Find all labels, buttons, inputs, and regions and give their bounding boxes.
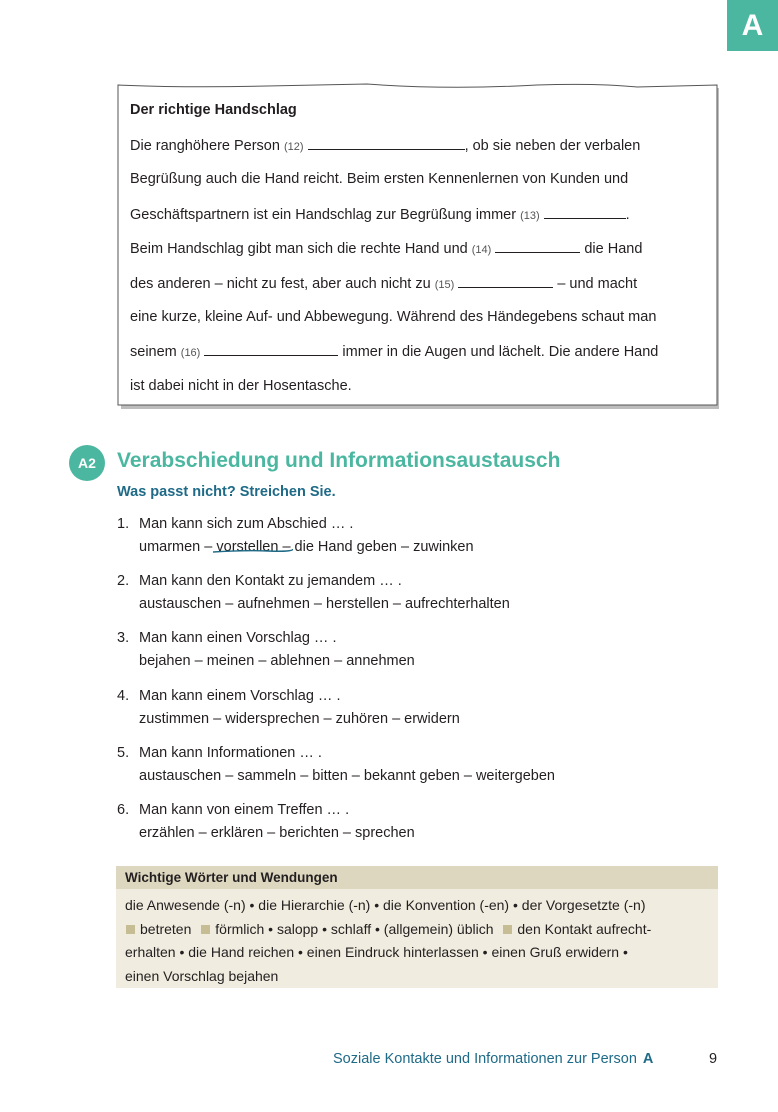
exercise-prompt: Man kann sich zum Abschied … . bbox=[139, 516, 354, 532]
excerpt-title: Der richtige Handschlag bbox=[130, 102, 297, 118]
gap-blank-15[interactable] bbox=[458, 273, 553, 288]
exercise-options[interactable]: zustimmen – widersprechen – zuhören – erwidern bbox=[139, 710, 460, 727]
vocabulary-line: erhalten • die Hand reichen • einen Eindruck hinterlassen • einen Gruß erwidern • bbox=[125, 944, 628, 960]
footer-letter: A bbox=[642, 1051, 654, 1067]
excerpt-line: eine kurze, kleine Auf- und Abbewegung. Während des Händegebens schaut man bbox=[130, 308, 657, 325]
text-excerpt-box bbox=[117, 82, 720, 410]
footer-chapter: Soziale Kontakte und Informationen zur Person A bbox=[333, 1051, 654, 1067]
vocabulary-heading: Wichtige Wörter und Wendungen bbox=[116, 866, 718, 889]
exercise-item: 2. Man kann den Kontakt zu jemandem … . austauschen – aufnehmen – herstellen – aufrechterhalten bbox=[117, 570, 717, 627]
gap-number: (16) bbox=[180, 347, 201, 360]
vocabulary-line: betreten förmlich • salopp • schlaff • (allgemein) üblich den Kontakt aufrecht- bbox=[125, 918, 709, 942]
exercise-prompt: Man kann den Kontakt zu jemandem … . bbox=[139, 573, 402, 590]
section-badge: A2 bbox=[69, 445, 105, 481]
vocabulary-line: die Anwesende (-n) • die Hierarchie (-n) • die Konvention (-en) • der Vorgesetzte (-n) bbox=[125, 897, 646, 913]
gap-blank-14[interactable] bbox=[495, 238, 580, 253]
gap-blank-12[interactable] bbox=[308, 135, 465, 150]
chapter-tab: A bbox=[727, 0, 778, 51]
gap-number: (14) bbox=[471, 244, 492, 257]
vocabulary-box bbox=[116, 866, 718, 988]
gap-blank-13[interactable] bbox=[544, 204, 626, 219]
gap-number: (13) bbox=[520, 209, 540, 222]
exercise-prompt: Man kann einem Vorschlag … . bbox=[139, 687, 341, 704]
excerpt-line: Die ranghöhere Person (12) , ob sie neben der verbalen bbox=[130, 135, 710, 169]
gap-number: (15) bbox=[434, 278, 455, 291]
exercise-options[interactable]: erzählen – erklären – berichten – sprechen bbox=[139, 824, 415, 841]
exercise-options[interactable]: bejahen – meinen – ablehnen – annehmen bbox=[139, 653, 415, 670]
excerpt-line: ist dabei nicht in der Hosentasche. bbox=[130, 377, 352, 394]
exercise-options[interactable]: umarmen – vorstellen – die Hand geben – zuwinken bbox=[139, 539, 474, 555]
page-number: 9 bbox=[709, 1051, 718, 1067]
exercise-prompt: Man kann einen Vorschlag … . bbox=[139, 630, 337, 647]
square-bullet-icon bbox=[201, 925, 210, 934]
exercise-item: 4. Man kann einem Vorschlag … . zustimmen – widersprechen – zuhören – erwidern bbox=[117, 685, 717, 742]
exercise-prompt: Man kann Informationen … . bbox=[139, 744, 322, 761]
exercise-item: 3. Man kann einen Vorschlag … . bejahen – meinen – ablehnen – annehmen bbox=[117, 627, 717, 684]
exercise-options[interactable]: austauschen – sammeln – bitten – bekannt geben – weitergeben bbox=[139, 767, 555, 784]
exercise-item: 1. Man kann sich zum Abschied … . umarmen – vorstellen – die Hand geben – zuwinken bbox=[117, 513, 717, 570]
exercise-item: 5. Man kann Informationen … . austauschen – sammeln – bitten – bekannt geben – weitergeben bbox=[117, 742, 717, 799]
excerpt-line: Begrüßung auch die Hand reicht. Beim ersten Kennenlernen von Kunden und bbox=[130, 171, 629, 188]
excerpt-line: des anderen – nicht zu fest, aber auch nicht zu (15) – und macht bbox=[130, 273, 710, 307]
excerpt-line: Beim Handschlag gibt man sich die rechte Hand und (14) die Hand bbox=[130, 238, 710, 272]
strike-mark bbox=[213, 548, 293, 554]
exercise-options[interactable]: austauschen – aufnehmen – herstellen – aufrechterhalten bbox=[139, 596, 510, 613]
exercise-item: 6. Man kann von einem Treffen … . erzählen – erklären – berichten – sprechen bbox=[117, 799, 717, 856]
square-bullet-icon bbox=[503, 925, 512, 934]
section-instruction: Was passt nicht? Streichen Sie. bbox=[117, 484, 336, 500]
gap-blank-16[interactable] bbox=[204, 341, 338, 356]
exercise-list bbox=[117, 513, 717, 856]
exercise-prompt: Man kann von einem Treffen … . bbox=[139, 801, 350, 818]
struck-option: vorstellen bbox=[216, 539, 278, 555]
vocabulary-line: einen Vorschlag bejahen bbox=[125, 967, 279, 984]
excerpt-line: Geschäftspartnern ist ein Handschlag zur Begrüßung immer (13) . bbox=[130, 204, 710, 238]
section-title: Verabschiedung und Informationsaustausch bbox=[117, 449, 561, 472]
square-bullet-icon bbox=[126, 925, 135, 934]
gap-number: (12) bbox=[283, 141, 304, 153]
excerpt-line: seinem (16) immer in die Augen und lächelt. Die andere Hand bbox=[130, 341, 710, 375]
